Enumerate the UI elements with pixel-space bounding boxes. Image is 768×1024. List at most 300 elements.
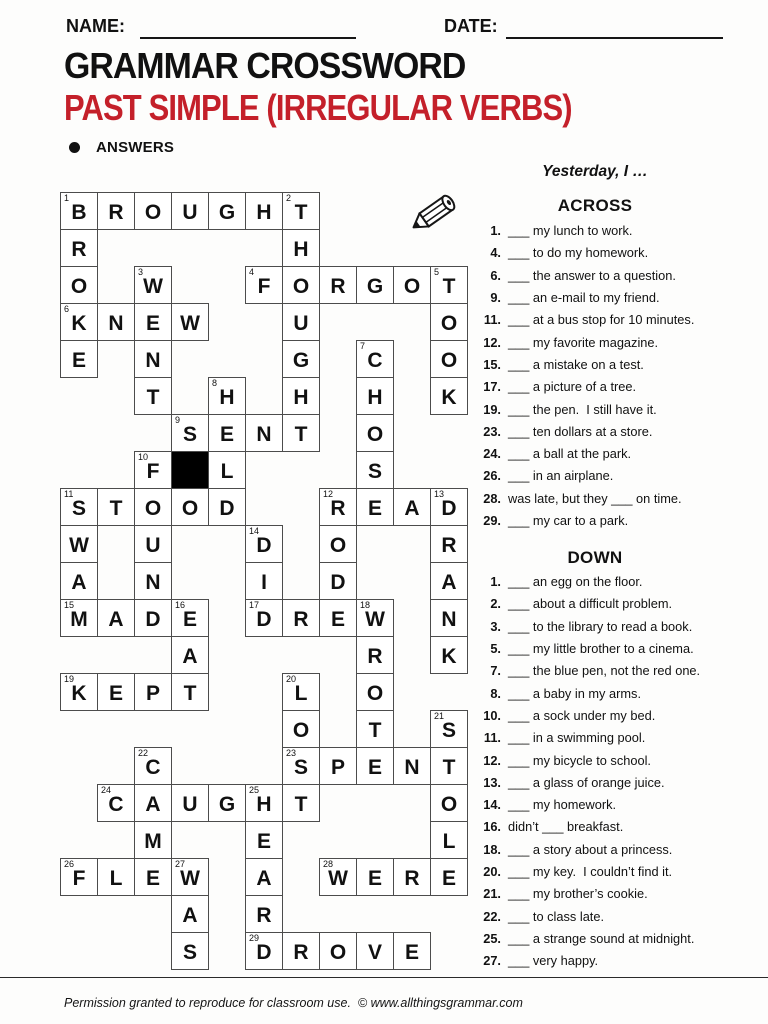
clue-text: ___ a mistake on a test. xyxy=(508,356,644,372)
clue-number: 19. xyxy=(483,401,501,417)
grid-cell xyxy=(171,192,209,230)
grid-cell-letter: L xyxy=(220,460,234,483)
grid-cell xyxy=(171,414,209,452)
grid-cell-letter: A xyxy=(182,645,198,668)
clue-number: 9. xyxy=(490,289,501,305)
clue-text: ___ an egg on the floor. xyxy=(508,574,643,589)
clue-item xyxy=(470,245,762,267)
grid-cell xyxy=(134,340,172,378)
clue-text: ___ about a difficult problem. xyxy=(508,596,673,612)
grid-cell-number: 29 xyxy=(249,933,260,943)
clue-item xyxy=(470,686,762,708)
clue-item xyxy=(470,886,762,908)
grid-cell xyxy=(356,451,394,489)
clue-item xyxy=(470,753,762,775)
clue-number: 6. xyxy=(490,267,501,283)
grid-cell-letter: O xyxy=(440,312,458,335)
grid-cell xyxy=(208,451,246,489)
grid-cell-number: 1 xyxy=(64,193,70,203)
footer-divider xyxy=(0,977,768,978)
clue-item xyxy=(470,574,762,596)
clue-text: ___ my lunch to work. xyxy=(508,223,633,238)
grid-cell xyxy=(393,932,431,970)
grid-cell-letter: H xyxy=(293,238,309,261)
grid-cell xyxy=(430,525,468,563)
grid-black-cell xyxy=(171,451,209,489)
grid-cell-letter: R xyxy=(404,867,420,890)
grid-cell-letter: W xyxy=(69,534,89,557)
grid-cell xyxy=(245,192,283,230)
grid-cell-letter: M xyxy=(70,608,88,631)
grid-cell xyxy=(208,414,246,452)
grid-cell-letter: H xyxy=(256,793,272,816)
grid-cell-letter: R xyxy=(293,608,309,631)
grid-cell xyxy=(356,340,394,378)
pencil-icon xyxy=(404,188,464,236)
grid-cell xyxy=(319,932,357,970)
clue-number: 16. xyxy=(483,819,501,835)
grid-cell xyxy=(393,266,431,304)
clue-number: 17. xyxy=(483,379,501,395)
grid-cell xyxy=(245,932,283,970)
grid-cell xyxy=(245,895,283,933)
grid-cell xyxy=(282,377,320,415)
grid-cell xyxy=(171,488,209,526)
grid-cell-letter: S xyxy=(182,423,197,446)
grid-cell-letter: F xyxy=(72,867,86,890)
clue-number: 21. xyxy=(483,886,501,902)
grid-cell xyxy=(430,747,468,785)
grid-cell-number: 19 xyxy=(64,674,75,684)
grid-cell-letter: T xyxy=(146,386,160,409)
grid-cell-letter: D xyxy=(145,608,161,631)
grid-cell-letter: W xyxy=(180,312,200,335)
clue-text: ___ a sock under my bed. xyxy=(508,707,656,723)
clue-item xyxy=(470,864,762,886)
grid-cell-letter: A xyxy=(108,608,124,631)
clue-item xyxy=(470,596,762,618)
grid-cell xyxy=(171,599,209,637)
grid-cell-letter: E xyxy=(367,497,382,520)
grid-cell xyxy=(60,673,98,711)
grid-cell-letter: O xyxy=(181,497,199,520)
grid-cell-letter: W xyxy=(143,275,163,298)
grid-cell xyxy=(356,414,394,452)
clue-number: 3. xyxy=(490,618,501,634)
clue-text: ___ to the library to read a book. xyxy=(508,618,693,634)
clue-number: 13. xyxy=(483,774,501,790)
grid-cell xyxy=(60,562,98,600)
grid-cell-number: 21 xyxy=(434,711,445,721)
name-label: NAME: xyxy=(66,16,125,36)
clue-text: ___ an e-mail to my friend. xyxy=(508,289,660,305)
grid-cell-letter: W xyxy=(328,867,348,890)
grid-cell-number: 15 xyxy=(64,600,75,610)
grid-cell-letter: R xyxy=(330,497,346,520)
clue-item xyxy=(470,931,762,953)
date-blank-line xyxy=(506,37,723,39)
grid-cell-letter: D xyxy=(256,534,272,557)
grid-cell xyxy=(60,340,98,378)
grid-cell-number: 10 xyxy=(138,452,149,462)
grid-cell xyxy=(134,599,172,637)
grid-cell xyxy=(134,562,172,600)
grid-cell-letter: A xyxy=(256,867,272,890)
date-label: DATE: xyxy=(444,16,498,36)
clue-number: 26. xyxy=(483,468,501,484)
clue-number: 11. xyxy=(483,312,501,328)
clue-item xyxy=(470,468,762,490)
clue-item xyxy=(470,402,762,424)
grid-cell-letter: T xyxy=(442,275,456,298)
grid-cell-number: 9 xyxy=(175,415,181,425)
grid-cell-letter: B xyxy=(71,201,87,224)
clue-item xyxy=(470,312,762,334)
grid-cell xyxy=(356,710,394,748)
grid-cell-letter: K xyxy=(441,386,457,409)
grid-cell-letter: R xyxy=(293,941,309,964)
grid-cell xyxy=(282,340,320,378)
grid-cell-letter: U xyxy=(182,793,198,816)
clue-number: 1. xyxy=(490,223,501,238)
clue-number: 29. xyxy=(483,513,501,529)
clue-text: ___ my little brother to a cinema. xyxy=(508,640,694,656)
clue-item xyxy=(470,730,762,752)
clue-number: 24. xyxy=(483,446,501,462)
grid-cell xyxy=(171,932,209,970)
grid-cell-letter: K xyxy=(441,645,457,668)
grid-cell-letter: E xyxy=(145,312,160,335)
down-heading: DOWN xyxy=(567,548,623,567)
grid-cell xyxy=(282,599,320,637)
grid-cell-number: 4 xyxy=(249,267,255,277)
grid-cell xyxy=(356,932,394,970)
grid-cell-number: 3 xyxy=(138,267,144,277)
grid-cell xyxy=(282,192,320,230)
grid-cell-number: 27 xyxy=(175,859,186,869)
grid-cell-letter: C xyxy=(145,756,161,779)
grid-cell-letter: S xyxy=(182,941,197,964)
grid-cell-letter: S xyxy=(441,719,456,742)
grid-cell xyxy=(134,525,172,563)
grid-cell xyxy=(319,488,357,526)
grid-cell xyxy=(430,488,468,526)
clue-item xyxy=(470,797,762,819)
grid-cell-letter: F xyxy=(146,460,160,483)
grid-cell-letter: O xyxy=(70,275,88,298)
grid-cell-letter: L xyxy=(109,867,123,890)
clue-text: ___ my key. I couldn’t find it. xyxy=(508,864,673,880)
grid-cell-number: 16 xyxy=(175,600,186,610)
grid-cell-letter: W xyxy=(180,867,200,890)
grid-cell-letter: W xyxy=(365,608,385,631)
grid-cell-letter: E xyxy=(108,682,123,705)
grid-cell xyxy=(245,414,283,452)
footer-text: Permission granted to reproduce for classroom use. © www.allthingsgrammar.com xyxy=(64,996,523,1010)
clue-text: ___ my brother’s cookie. xyxy=(508,886,648,902)
grid-cell xyxy=(282,784,320,822)
clue-text: ___ in a swimming pool. xyxy=(508,730,646,746)
grid-cell-number: 17 xyxy=(249,600,260,610)
grid-cell-letter: D xyxy=(441,497,457,520)
grid-cell-number: 26 xyxy=(64,859,75,869)
grid-cell-letter: T xyxy=(294,201,308,224)
clue-text: ___ at a bus stop for 10 minutes. xyxy=(508,312,695,328)
grid-cell xyxy=(430,303,468,341)
grid-cell xyxy=(171,858,209,896)
clue-item xyxy=(470,619,762,641)
grid-cell xyxy=(282,303,320,341)
grid-cell-letter: S xyxy=(293,756,308,779)
grid-cell-letter: O xyxy=(292,719,310,742)
grid-cell-letter: E xyxy=(71,349,86,372)
clue-text: was late, but they ___ on time. xyxy=(508,490,682,506)
grid-cell xyxy=(97,488,135,526)
grid-cell xyxy=(134,377,172,415)
grid-cell xyxy=(245,525,283,563)
grid-cell xyxy=(60,599,98,637)
clues-intro: Yesterday, I … xyxy=(542,163,648,180)
grid-cell xyxy=(134,266,172,304)
grid-cell-number: 20 xyxy=(286,674,297,684)
clue-item xyxy=(470,909,762,931)
grid-cell-letter: R xyxy=(108,201,124,224)
grid-cell-letter: A xyxy=(404,497,420,520)
answers-bullet-icon xyxy=(69,142,80,153)
grid-cell-letter: T xyxy=(109,497,123,520)
clue-text: ___ very happy. xyxy=(508,953,599,969)
grid-cell xyxy=(245,562,283,600)
grid-cell xyxy=(60,266,98,304)
clue-item xyxy=(470,446,762,468)
grid-cell xyxy=(97,858,135,896)
clue-text: ___ my car to a park. xyxy=(508,513,629,529)
clue-text: ___ a glass of orange juice. xyxy=(508,774,665,790)
grid-cell-letter: O xyxy=(144,497,162,520)
grid-cell-letter: H xyxy=(219,386,235,409)
grid-cell xyxy=(97,673,135,711)
grid-cell-number: 11 xyxy=(64,489,74,499)
grid-cell xyxy=(208,784,246,822)
grid-cell xyxy=(282,266,320,304)
clue-item xyxy=(470,223,762,245)
clue-text: ___ my favorite magazine. xyxy=(508,334,659,350)
grid-cell-letter: T xyxy=(442,756,456,779)
grid-cell xyxy=(134,488,172,526)
clue-text: ___ to class late. xyxy=(508,908,605,924)
grid-cell-letter: S xyxy=(71,497,86,520)
clue-item xyxy=(470,641,762,663)
grid-cell xyxy=(208,488,246,526)
grid-cell xyxy=(134,673,172,711)
clue-item xyxy=(470,775,762,797)
grid-cell xyxy=(356,636,394,674)
grid-cell xyxy=(171,636,209,674)
grid-cell-letter: E xyxy=(441,867,456,890)
clue-item xyxy=(470,708,762,730)
grid-cell-number: 18 xyxy=(360,600,371,610)
grid-cell-number: 28 xyxy=(323,859,334,869)
down-clue-list xyxy=(470,574,762,976)
grid-cell-letter: T xyxy=(183,682,197,705)
grid-cell-letter: T xyxy=(294,423,308,446)
grid-cell xyxy=(245,266,283,304)
grid-cell-letter: R xyxy=(71,238,87,261)
grid-cell-letter: V xyxy=(367,941,382,964)
grid-cell-number: 2 xyxy=(286,193,292,203)
grid-cell-letter: E xyxy=(256,830,271,853)
grid-cell xyxy=(430,636,468,674)
grid-cell-letter: R xyxy=(367,645,383,668)
grid-cell-letter: E xyxy=(182,608,197,631)
grid-cell xyxy=(60,858,98,896)
grid-cell-number: 6 xyxy=(64,304,70,314)
grid-cell-letter: O xyxy=(329,534,347,557)
clue-item xyxy=(470,953,762,975)
grid-cell-number: 7 xyxy=(360,341,366,351)
grid-cell-letter: N xyxy=(441,608,457,631)
grid-cell xyxy=(319,858,357,896)
grid-cell-letter: N xyxy=(404,756,420,779)
grid-cell xyxy=(430,710,468,748)
grid-cell-letter: L xyxy=(294,682,308,705)
clue-number: 5. xyxy=(490,640,501,656)
grid-cell-letter: G xyxy=(218,793,236,816)
grid-cell xyxy=(319,747,357,785)
clue-number: 4. xyxy=(490,245,501,261)
grid-cell xyxy=(171,784,209,822)
clue-text: ___ the blue pen, not the red one. xyxy=(508,663,701,679)
grid-cell-number: 13 xyxy=(434,489,445,499)
grid-cell-letter: P xyxy=(145,682,160,705)
grid-cell-letter: K xyxy=(71,312,87,335)
clue-number: 23. xyxy=(483,423,501,439)
grid-cell xyxy=(319,525,357,563)
grid-cell xyxy=(356,266,394,304)
grid-cell xyxy=(134,192,172,230)
across-heading: ACROSS xyxy=(557,196,633,215)
grid-cell xyxy=(134,747,172,785)
grid-cell-number: 23 xyxy=(286,748,297,758)
grid-cell xyxy=(430,377,468,415)
grid-cell xyxy=(134,858,172,896)
clue-item xyxy=(470,357,762,379)
grid-cell xyxy=(319,599,357,637)
clue-number: 7. xyxy=(490,663,501,679)
clue-text: ___ the answer to a question. xyxy=(508,267,676,283)
clue-text: ___ my homework. xyxy=(508,797,617,813)
grid-cell xyxy=(430,562,468,600)
clue-item xyxy=(470,268,762,290)
grid-cell xyxy=(393,858,431,896)
grid-cell-letter: P xyxy=(330,756,345,779)
grid-cell-letter: O xyxy=(403,275,421,298)
grid-cell-letter: D xyxy=(219,497,235,520)
clue-number: 1. xyxy=(490,574,501,589)
grid-cell-letter: U xyxy=(293,312,309,335)
clue-item xyxy=(470,379,762,401)
clue-item xyxy=(470,663,762,685)
clue-text: ___ my bicycle to school. xyxy=(508,752,651,768)
across-clue-list xyxy=(470,223,762,535)
clue-item xyxy=(470,290,762,312)
grid-cell-number: 24 xyxy=(101,785,112,795)
grid-cell-letter: R xyxy=(441,534,457,557)
grid-cell xyxy=(356,599,394,637)
grid-cell xyxy=(356,377,394,415)
grid-cell xyxy=(282,673,320,711)
grid-cell-letter: D xyxy=(330,571,346,594)
grid-cell-letter: N xyxy=(145,349,161,372)
grid-cell xyxy=(134,784,172,822)
grid-cell-letter: F xyxy=(257,275,271,298)
grid-cell xyxy=(171,303,209,341)
grid-cell xyxy=(356,858,394,896)
grid-cell-letter: O xyxy=(440,793,458,816)
grid-cell-letter: N xyxy=(108,312,124,335)
grid-cell-letter: N xyxy=(145,571,161,594)
clue-text: didn’t ___ breakfast. xyxy=(508,819,624,835)
clue-text: ___ to do my homework. xyxy=(508,245,649,261)
grid-cell-letter: H xyxy=(293,386,309,409)
grid-cell-letter: A xyxy=(145,793,161,816)
grid-cell-letter: E xyxy=(219,423,234,446)
grid-cell xyxy=(430,599,468,637)
grid-cell-letter: K xyxy=(71,682,87,705)
grid-cell xyxy=(245,821,283,859)
grid-cell-letter: O xyxy=(440,349,458,372)
grid-cell xyxy=(60,488,98,526)
grid-cell-letter: H xyxy=(256,201,272,224)
grid-cell-number: 8 xyxy=(212,378,218,388)
grid-cell xyxy=(282,414,320,452)
grid-cell xyxy=(393,488,431,526)
grid-cell-letter: T xyxy=(368,719,382,742)
clue-number: 22. xyxy=(483,908,501,924)
grid-cell-letter: G xyxy=(218,201,236,224)
answers-label: ANSWERS xyxy=(96,139,175,156)
grid-cell-number: 14 xyxy=(249,526,260,536)
grid-cell-letter: O xyxy=(366,423,384,446)
clue-number: 12. xyxy=(483,334,501,350)
grid-cell-number: 12 xyxy=(323,489,334,499)
grid-cell xyxy=(356,673,394,711)
clue-item xyxy=(470,842,762,864)
grid-cell xyxy=(134,451,172,489)
grid-cell-letter: E xyxy=(367,867,382,890)
grid-cell-letter: G xyxy=(292,349,310,372)
grid-cell-letter: M xyxy=(144,830,162,853)
grid-cell xyxy=(245,858,283,896)
grid-cell-letter: A xyxy=(182,904,198,927)
grid-cell xyxy=(356,488,394,526)
clue-item xyxy=(470,819,762,841)
clue-number: 18. xyxy=(483,841,501,857)
grid-cell xyxy=(171,895,209,933)
clue-item xyxy=(470,424,762,446)
grid-cell xyxy=(97,599,135,637)
clue-text: ___ a baby in my arms. xyxy=(508,685,642,701)
clue-number: 28. xyxy=(483,490,501,506)
clue-number: 12. xyxy=(483,752,501,768)
grid-cell-letter: A xyxy=(71,571,87,594)
grid-cell xyxy=(245,599,283,637)
clue-text: ___ in an airplane. xyxy=(508,468,614,484)
clue-text: ___ a story about a princess. xyxy=(508,841,673,857)
grid-cell xyxy=(245,784,283,822)
grid-cell-letter: O xyxy=(144,201,162,224)
grid-cell xyxy=(208,192,246,230)
